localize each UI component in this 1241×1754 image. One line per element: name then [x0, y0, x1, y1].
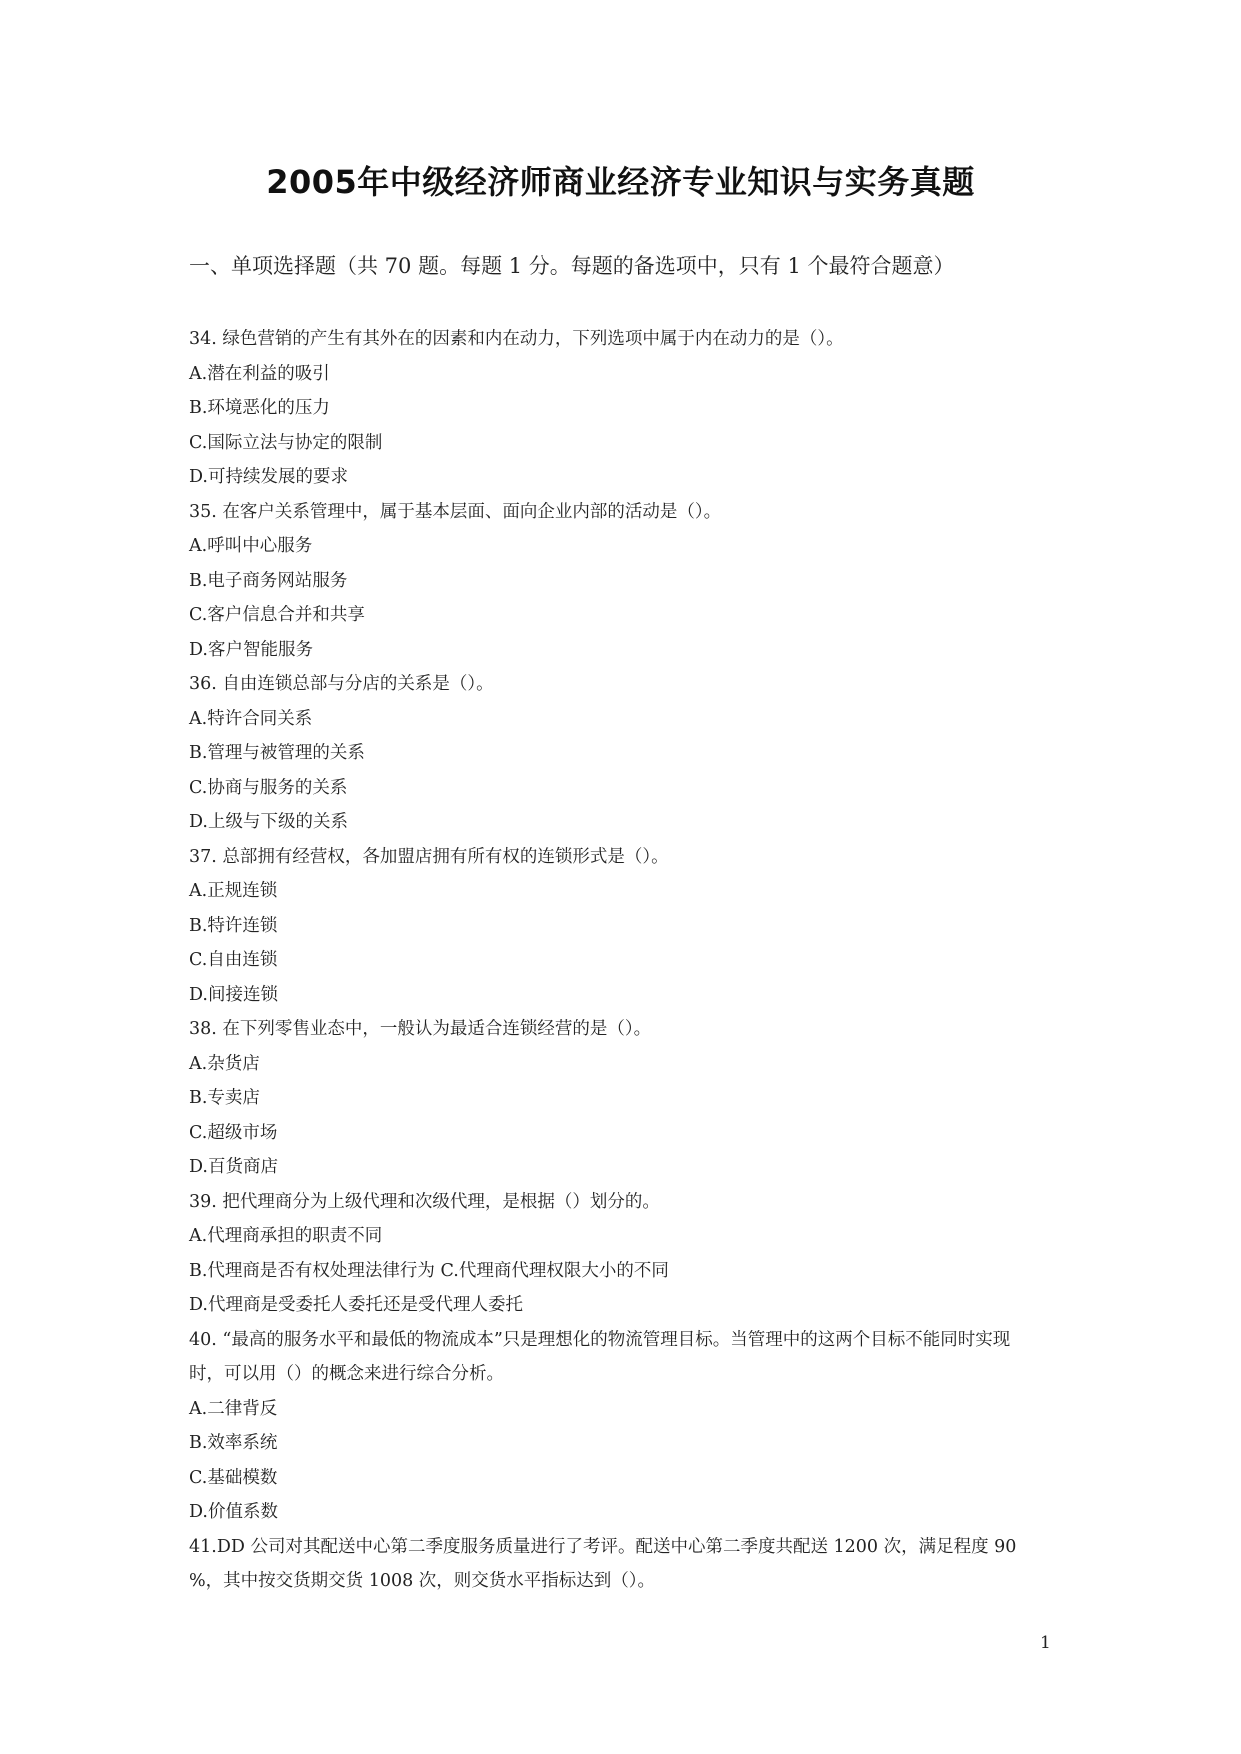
option-38-b: B.专卖店	[189, 1088, 260, 1108]
option-36-a: A.特许合同关系	[189, 708, 313, 729]
option-37-d: D.间接连锁	[189, 984, 278, 1005]
question-41: 41.DD 公司对其配送中心第二季度服务质量进行了考评。配送中心第二季度共配送 1200 次，满足程度 90	[189, 1536, 1017, 1557]
option-34-c: C.国际立法与协定的限制	[189, 432, 383, 453]
question-40-cont: 时，可以用（）的概念来进行综合分析。	[189, 1364, 504, 1384]
option-38-a: A.杂货店	[189, 1053, 260, 1074]
option-37-b: B.特许连锁	[189, 915, 278, 936]
option-34-b: B.环境恶化的压力	[189, 398, 330, 418]
option-35-d: D.客户智能服务	[189, 639, 313, 660]
question-list	[189, 322, 1069, 1599]
option-39-d: D.代理商是受委托人委托还是受代理人委托	[189, 1295, 523, 1315]
question-38: 38. 在下列零售业态中，一般认为最适合连锁经营的是（）。	[189, 1019, 652, 1039]
option-34-d: D.可持续发展的要求	[189, 467, 348, 487]
question-40: 40. “最高的服务水平和最低的物流成本”只是理想化的物流管理目标。当管理中的这两个目标不能同时实现	[189, 1329, 1011, 1350]
option-36-d: D.上级与下级的关系	[189, 812, 348, 832]
option-38-c: C.超级市场	[189, 1122, 278, 1143]
option-37-a: A.正规连锁	[189, 881, 278, 901]
document-title: 2005年中级经济师商业经济专业知识与实务真题	[266, 163, 975, 201]
option-35-a: A.呼叫中心服务	[189, 536, 313, 556]
question-34: 34. 绿色营销的产生有其外在的因素和内在动力，下列选项中属于内在动力的是（）。	[189, 329, 844, 349]
option-35-b: B.电子商务网站服务	[189, 570, 348, 591]
option-36-b: B.管理与被管理的关系	[189, 743, 365, 763]
option-37-c: C.自由连锁	[189, 950, 278, 970]
option-40-c: C.基础模数	[189, 1467, 278, 1488]
question-41-cont: %，其中按交货期交货 1008 次，则交货水平指标达到（）。	[189, 1571, 656, 1591]
option-36-c: C.协商与服务的关系	[189, 777, 348, 798]
option-39-b-c: B.代理商是否有权处理法律行为 C.代理商代理权限大小的不同	[189, 1260, 669, 1281]
section-heading: 一、单项选择题（共 70 题。每题 1 分。每题的备选项中，只有 1 个最符合题意）	[189, 254, 955, 278]
option-39-a: A.代理商承担的职责不同	[189, 1226, 383, 1246]
option-40-a: A.二律背反	[189, 1398, 278, 1419]
question-39: 39. 把代理商分为上级代理和次级代理，是根据（）划分的。	[189, 1191, 660, 1212]
page-number: 1	[1040, 1633, 1051, 1653]
option-34-a: A.潜在利益的吸引	[189, 363, 330, 384]
question-36: 36. 自由连锁总部与分店的关系是（）。	[189, 674, 494, 694]
option-40-d: D.价值系数	[189, 1502, 278, 1522]
question-35: 35. 在客户关系管理中，属于基本层面、面向企业内部的活动是（）。	[189, 501, 722, 522]
option-38-d: D.百货商店	[189, 1157, 278, 1177]
option-40-b: B.效率系统	[189, 1433, 278, 1453]
question-37: 37. 总部拥有经营权，各加盟店拥有所有权的连锁形式是（）。	[189, 846, 669, 867]
option-35-c: C.客户信息合并和共享	[189, 605, 365, 625]
